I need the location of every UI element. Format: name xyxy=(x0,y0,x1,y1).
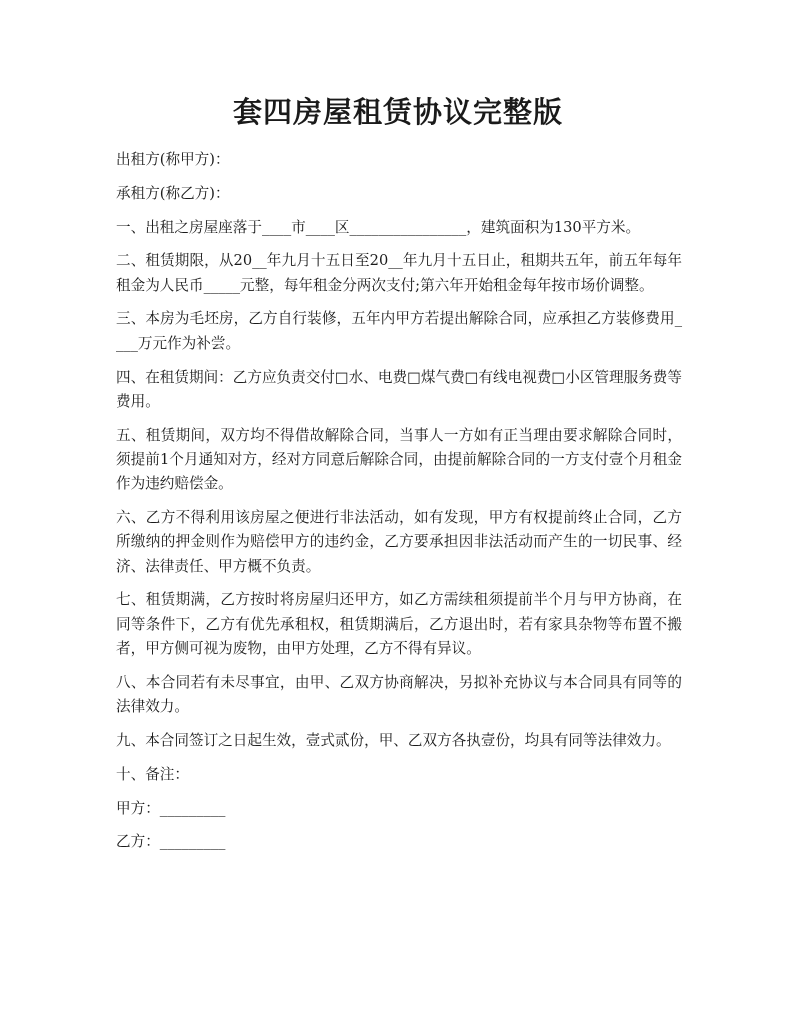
clause-1-location: 一、出租之房屋座落于____市____区________________，建筑面积为130平方米。 xyxy=(116,218,641,236)
clause-3-renovation: 三、本房为毛坯房，乙方自行装修，五年内甲方若提出解除合同，应承担乙方装修费用____万元作为补尝。 xyxy=(116,310,682,352)
clause-7-expiry: 七、租赁期满，乙方按时将房屋归还甲方，如乙方需续租须提前半个月与甲方协商，在同等条件下，乙方有优先承租权，租赁期满后，乙方退出时，若有家具杂物等布置不搬者，甲方侧可视为废物，由甲方处理，乙方不得有异议。 xyxy=(116,591,682,658)
document-body xyxy=(116,148,682,864)
clause-8-supplement: 八、本合同若有未尽事宜，由甲、乙双方协商解决，另拟补充协议与本合同具有同等的法律效力。 xyxy=(116,673,682,716)
clause-9-effect: 九、本合同签订之日起生效，壹式贰份，甲、乙双方各执壹份，均具有同等法律效力。 xyxy=(116,731,671,749)
clause-2-term: 二、租赁期限，从20__年九月十五日至20__年九月十五日止，租期共五年，前五年每年租金为人民币_____元整，每年租金分两次支付;第六年开始租金每年按市场价调整。 xyxy=(116,252,682,294)
clause-4-fees: 四、在租赁期间：乙方应负责交付□水、电费□煤气费□有线电视费□小区管理服务费等费用。 xyxy=(116,368,682,410)
clause-6-illegal-activity: 六、乙方不得利用该房屋之便进行非法活动，如有发现，甲方有权提前终止合同，乙方所缴纳的押金则作为赔偿甲方的违约金，乙方要承担因非法活动而产生的一切民事、经济、法律责任、甲方概不负责。 xyxy=(116,509,682,575)
party-a-signature-line: 甲方：_________ xyxy=(116,799,226,817)
party-b-signature-line: 乙方：_________ xyxy=(116,833,226,851)
lessor-line: 出租方(称甲方)： xyxy=(116,151,230,168)
lessee-line: 承租方(称乙方)： xyxy=(116,184,230,202)
clause-5-termination: 五、租赁期间，双方均不得借故解除合同，当事人一方如有正当理由要求解除合同时，须提前1个月通知对方，经对方同意后解除合同，由提前解除合同的一方支付壹个月租金作为违约赔偿金。 xyxy=(116,426,682,493)
document-title: 套四房屋租赁协议完整版 xyxy=(232,95,563,129)
clause-10-remarks: 十、备注： xyxy=(116,765,189,783)
